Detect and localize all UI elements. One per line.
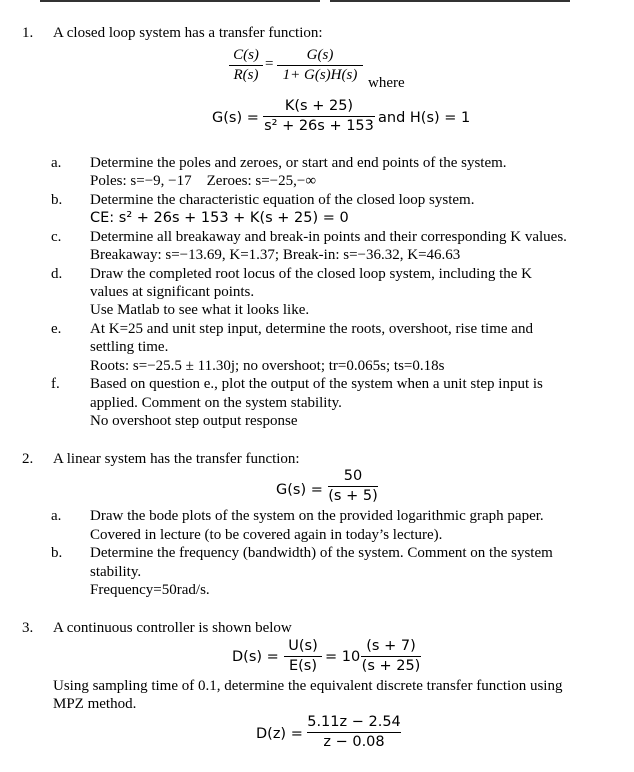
d-numerator-1: U(s) bbox=[288, 638, 318, 654]
d-fraction-1 bbox=[284, 637, 322, 675]
g-fraction bbox=[263, 97, 375, 135]
question-1-number: 1. bbox=[22, 25, 34, 41]
d-denominator-2: (s + 25) bbox=[361, 657, 421, 674]
part-2b-answer: Frequency=50rad/s. bbox=[90, 582, 210, 598]
part-1f-letter: f. bbox=[51, 376, 60, 392]
rhs-denominator: 1+ G(s)H(s) bbox=[277, 65, 363, 85]
part-1b-question: Determine the characteristic equation of the closed loop system. bbox=[90, 192, 475, 208]
closed-loop-lhs-fraction bbox=[229, 46, 263, 84]
part-1f-answer: No overshoot step output response bbox=[90, 413, 298, 429]
part-1f-question-line2: applied. Comment on the system stability. bbox=[90, 395, 342, 411]
part-1e-answer: Roots: s=−25.5 ± 11.30j; no overshoot; tr=0.065s; ts=0.18s bbox=[90, 358, 445, 374]
rhs-numerator: G(s) bbox=[306, 47, 334, 63]
q2-g-fraction bbox=[328, 467, 378, 505]
g-numerator: K(s + 25) bbox=[284, 98, 354, 114]
clipped-previous-line bbox=[0, 0, 634, 4]
part-1e-question-line2: settling time. bbox=[90, 339, 169, 355]
part-1b-letter: b. bbox=[51, 192, 63, 208]
question-2-number: 2. bbox=[22, 451, 34, 467]
part-2a-answer: Covered in lecture (to be covered again in today’s lecture). bbox=[90, 527, 443, 543]
part-1e-letter: e. bbox=[51, 321, 62, 337]
part-1c-letter: c. bbox=[51, 229, 62, 245]
part-1f-question-line1: Based on question e., plot the output of the system when a unit step input is bbox=[90, 376, 543, 392]
dz-fraction bbox=[307, 713, 401, 751]
part-1d-question-line2: values at significant points. bbox=[90, 284, 255, 300]
part-1d-letter: d. bbox=[51, 266, 63, 282]
part-2a-question: Draw the bode plots of the system on the provided logarithmic graph paper. bbox=[90, 508, 544, 524]
dz-lhs: D(z) = bbox=[256, 726, 303, 742]
d-fraction-2 bbox=[361, 637, 421, 675]
dz-numerator: 5.11z − 2.54 bbox=[307, 714, 401, 730]
part-1a-answer: Poles: s=−9, −17 Zeroes: s=−25,−∞ bbox=[90, 173, 317, 189]
part-1d-question-line1: Draw the completed root locus of the closed loop system, including the K bbox=[90, 266, 532, 282]
where-text: where bbox=[368, 75, 405, 91]
part-1a-letter: a. bbox=[51, 155, 62, 171]
part-1a-question: Determine the poles and zeroes, or start and end points of the system. bbox=[90, 155, 507, 171]
question-2-intro: A linear system has the transfer function: bbox=[53, 451, 300, 467]
d-gain: = 10 bbox=[325, 649, 361, 665]
q2-g-denominator: (s + 5) bbox=[328, 487, 378, 504]
question-3-number: 3. bbox=[22, 620, 34, 636]
part-1e-question-line1: At K=25 and unit step input, determine the roots, overshoot, rise time and bbox=[90, 321, 533, 337]
part-1b-answer: CE: s² + 26s + 153 + K(s + 25) = 0 bbox=[90, 210, 349, 226]
lhs-denominator: R(s) bbox=[229, 65, 263, 85]
h-definition: and H(s) = 1 bbox=[378, 110, 471, 126]
closed-loop-rhs-fraction bbox=[277, 46, 363, 84]
part-1c-question: Determine all breakaway and break-in points and their corresponding K values. bbox=[90, 229, 567, 245]
question-1-intro: A closed loop system has a transfer function: bbox=[53, 25, 323, 41]
lhs-numerator: C(s) bbox=[233, 47, 259, 63]
q3-text-line1: Using sampling time of 0.1, determine the equivalent discrete transfer function using bbox=[53, 678, 563, 694]
q3-text-line2: MPZ method. bbox=[53, 696, 137, 712]
g-lhs: G(s) = bbox=[212, 110, 259, 126]
d-numerator-2: (s + 7) bbox=[366, 638, 416, 654]
part-1d-answer: Use Matlab to see what it looks like. bbox=[90, 302, 310, 318]
q2-g-lhs: G(s) = bbox=[276, 482, 323, 498]
g-denominator: s² + 26s + 153 bbox=[264, 117, 374, 134]
part-2b-question-line2: stability. bbox=[90, 564, 142, 580]
dz-denominator: z − 0.08 bbox=[307, 732, 401, 752]
q2-g-numerator: 50 bbox=[343, 468, 363, 484]
d-denominator-1: E(s) bbox=[284, 656, 322, 676]
part-2b-letter: b. bbox=[51, 545, 63, 561]
part-2b-question-line1: Determine the frequency (bandwidth) of the system. Comment on the system bbox=[90, 545, 553, 561]
part-1c-answer: Breakaway: s=−13.69, K=1.37; Break-in: s=−36.32, K=46.63 bbox=[90, 247, 461, 263]
question-3-intro: A continuous controller is shown below bbox=[53, 620, 292, 636]
part-2a-letter: a. bbox=[51, 508, 62, 524]
d-lhs: D(s) = bbox=[232, 649, 279, 665]
equals-sign: = bbox=[265, 56, 274, 72]
